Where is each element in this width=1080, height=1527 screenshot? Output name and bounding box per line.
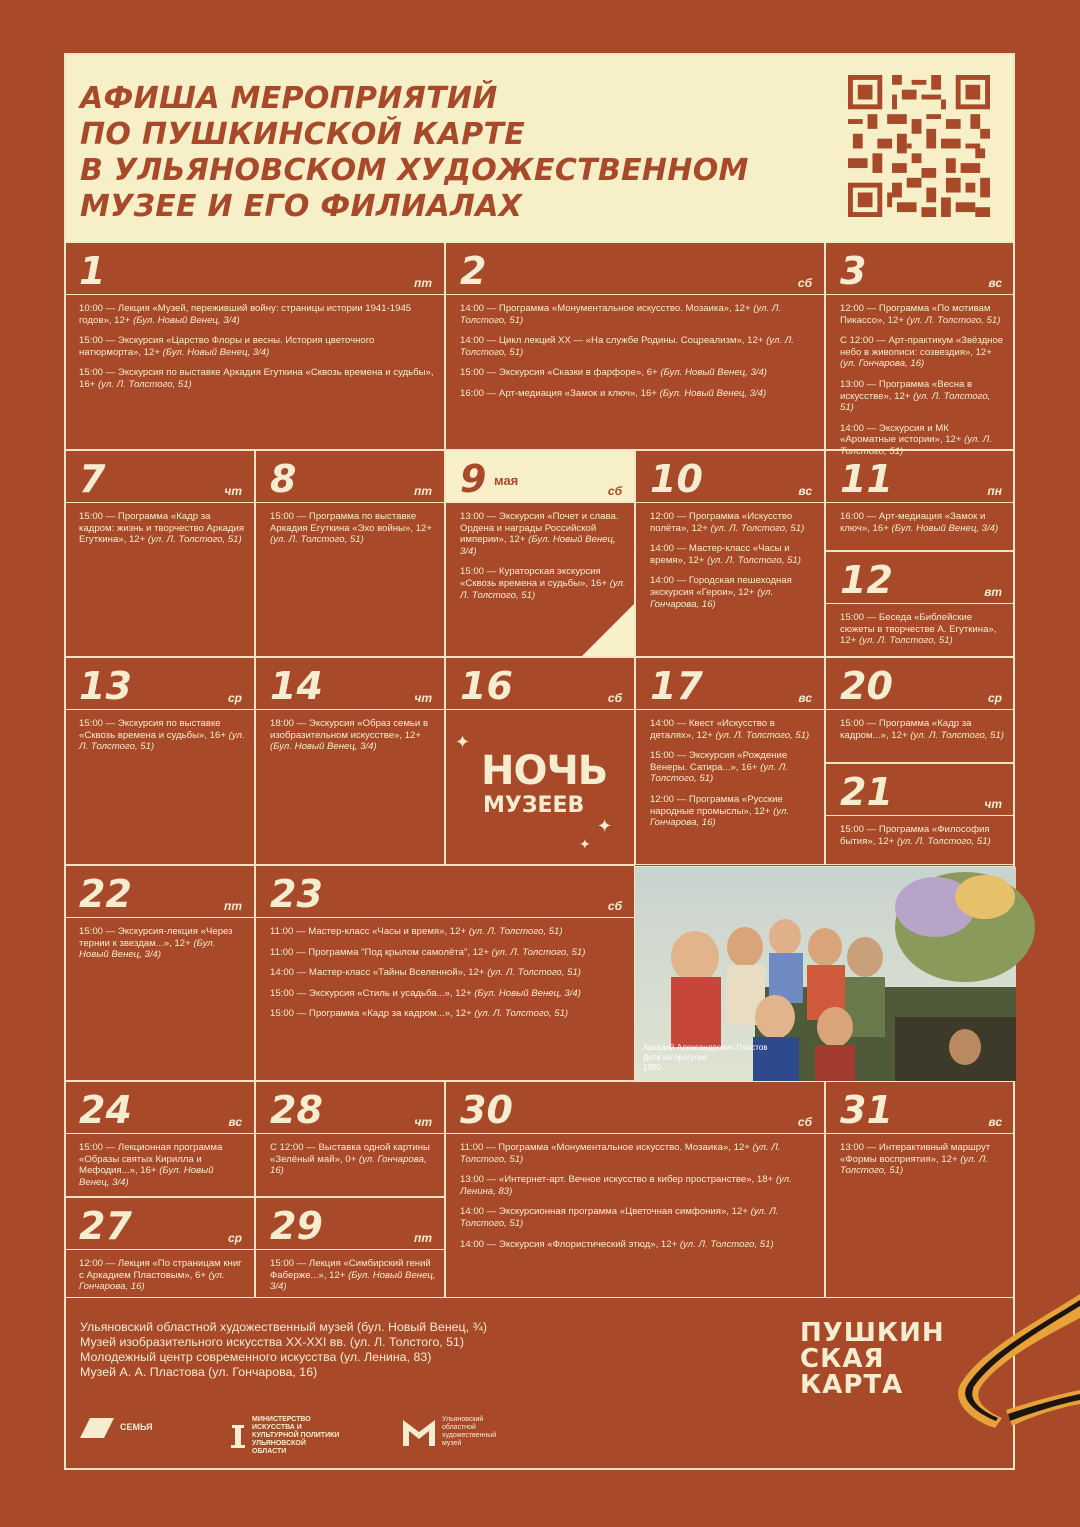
day-cell-30: [445, 1081, 825, 1298]
event-address: (ул. Гончарова, 16): [650, 805, 790, 829]
event-title: 14:00 — Мастер-класс «Часы и время», 12+: [650, 543, 790, 566]
sparkle-icon: ✦: [455, 732, 471, 752]
day-number: 24: [79, 1088, 132, 1132]
event-address: (Бул. Новый Венец, 3/4): [270, 1269, 436, 1293]
logo-line: СКАЯ: [800, 1344, 885, 1374]
day-of-week: вс: [988, 276, 1002, 290]
event-title: 15:00 — Экскурсия «Сказки в фарфоре», 6+: [460, 367, 658, 379]
logo-line: КАРТА: [800, 1370, 904, 1400]
event-title: 11:00 — Программа "Под крылом самолёта", 12+: [270, 946, 489, 958]
event-list: [79, 926, 246, 970]
day-cell-27: [64, 1197, 255, 1298]
event-item: [460, 1142, 816, 1165]
event-item: [270, 511, 436, 546]
event-address: (ул. Л. Толстого, 51): [707, 554, 801, 566]
event-item: [460, 335, 816, 358]
event-title: 16:00 — Арт-медиация «Замок и ключ», 16+: [840, 511, 986, 534]
event-address: (ул. Л. Толстого, 51): [460, 577, 626, 601]
event-address: (ул. Л. Толстого, 51): [460, 1142, 781, 1165]
corner-decoration: [582, 604, 634, 656]
address-item: Молодежный центр современного искусства (ул. Ленина, 83): [80, 1350, 432, 1364]
event-item: [79, 718, 246, 753]
event-item: [840, 1142, 1006, 1177]
address-list: [80, 1320, 487, 1380]
event-title: 12:00 — Программа «Искусство полёта», 12+: [650, 511, 793, 534]
day-header: [446, 243, 824, 295]
day-number: 17: [650, 664, 703, 708]
event-title: 15:00 — Лекция «Симбирский гений Фаберже...», 12+: [270, 1258, 431, 1281]
st-george-ribbon: [940, 1290, 1080, 1430]
day-number: 2: [460, 249, 487, 293]
event-title: 14:00 — Городская пешеходная экскурсия «Герои», 12+: [650, 575, 792, 598]
event-item: [460, 1239, 816, 1251]
event-list: [270, 511, 436, 555]
event-title: 12:00 — Лекция «По страницам книг с Аркадием Пластовым», 6+: [79, 1258, 242, 1281]
event-address: (ул. Л. Толстого, 51): [270, 534, 364, 546]
day-cell-22: [64, 865, 255, 1081]
event-title: 14:00 — Квест «Искусство в деталях», 12+: [650, 718, 775, 741]
event-address: (ул. Л. Толстого, 51): [487, 967, 581, 979]
day-header: [446, 451, 634, 503]
day-header: [256, 1198, 444, 1250]
event-address: (Бул. Новый Венец, 3/4): [891, 522, 999, 534]
painting-year: 1950: [643, 1063, 661, 1072]
painting-name: Дети на прогулке: [643, 1053, 707, 1062]
day-number: 14: [270, 664, 323, 708]
day-number: 11: [840, 457, 893, 501]
day-number: 9: [460, 457, 487, 501]
event-item: [270, 988, 626, 1000]
day-header: [65, 243, 444, 295]
day-cell-24: [64, 1081, 255, 1197]
day-number: 29: [270, 1204, 323, 1248]
day-header: [826, 451, 1014, 503]
day-number: 1: [79, 249, 106, 293]
event-address: (ул. Л. Толстого, 51): [460, 335, 794, 358]
day-of-week: сб: [797, 1115, 812, 1129]
event-title: 14:00 — Экскурсия «Флористический этюд», 12+: [460, 1238, 678, 1250]
day-header: [446, 1082, 824, 1134]
day-cell-23: [255, 865, 635, 1081]
day-number: 13: [79, 664, 132, 708]
event-address: (ул. Л. Толстого, 51): [906, 314, 1001, 326]
day-header: [446, 658, 634, 710]
day-number: 22: [79, 872, 132, 916]
event-item: [650, 575, 816, 610]
day-of-week: вс: [228, 1115, 242, 1129]
event-address: (ул. Л. Толстого, 51): [474, 1008, 569, 1020]
event-title: 12:00 — Программа «По мотивам Пикассо», 12+: [840, 303, 991, 326]
day-number: 23: [270, 872, 323, 916]
day-of-week: сб: [607, 691, 622, 705]
logo-text: Ульяновский областной художественный музей: [442, 1416, 497, 1447]
day-of-week: сб: [797, 276, 812, 290]
event-item: [840, 511, 1006, 534]
day-number: 7: [79, 457, 106, 501]
event-item: [840, 379, 1006, 414]
day-of-week: сб: [607, 899, 622, 913]
event-title: 14:00 — Программа «Монументальное искусство. Мозаика», 12+: [460, 303, 751, 314]
day-cell-31: [825, 1081, 1015, 1298]
event-title: 15:00 — Лекционная программа «Образы святых Кирилла и Мефодия...», 16+: [79, 1142, 223, 1177]
day-cell-21: [825, 763, 1015, 865]
event-item: [79, 335, 436, 358]
event-address: (ул. Л. Толстого, 51): [840, 1153, 989, 1177]
event-item: [79, 511, 246, 546]
event-item: [79, 367, 436, 390]
event-item: [460, 388, 816, 400]
address-item: Ульяновский областной художественный музей (бул. Новый Венец, ¾): [80, 1320, 487, 1334]
day-header: [256, 866, 634, 918]
event-item: [270, 1258, 436, 1293]
day-header: [65, 451, 254, 503]
event-address: (ул. Л. Толстого, 51): [910, 729, 1005, 741]
event-list: [79, 1258, 246, 1302]
day-of-week: пт: [414, 484, 432, 498]
event-item: [270, 718, 436, 753]
day-of-week: чт: [414, 691, 432, 705]
event-title: 15:00 — Кураторская экскурсия «Сквозь времена и судьбы», 16+: [460, 566, 607, 589]
day-number: 16: [460, 664, 513, 708]
event-address: (ул. Л. Толстого, 51): [715, 729, 810, 741]
event-item: [650, 718, 816, 741]
day-cell-10: [635, 450, 825, 657]
event-title: 13:00 — Экскурсия «Почет и слава. Ордена и награды Российской империи», 12+: [460, 511, 619, 546]
event-address: (Бул. Новый Венец, 3/4): [660, 367, 768, 379]
event-title: 15:00 — Экскурсия «Стиль и усадьба...», 12+: [270, 987, 472, 999]
event-title: 15:00 — Экскурсия по выставке «Сквозь времена и судьбы», 16+: [79, 718, 226, 741]
day-cell-17: [635, 657, 825, 865]
event-address: (Бул. Новый Венец, 3/4): [79, 937, 216, 961]
day-of-week: ср: [227, 691, 242, 705]
day-number: 28: [270, 1088, 323, 1132]
event-address: (ул. Л. Толстого, 51): [460, 1206, 779, 1229]
sparkle-icon: ✦: [597, 816, 613, 836]
day-cell-2: [445, 242, 825, 450]
museum-m-icon: [402, 1417, 436, 1447]
day-header: [826, 552, 1014, 604]
event-address: (ул. Л. Толстого, 51): [147, 534, 242, 546]
day-header: [826, 658, 1014, 710]
semya-logo: [80, 1416, 153, 1438]
day-cell-29: [255, 1197, 445, 1298]
day-number: 10: [650, 457, 703, 501]
event-address: (ул. Гончарова, 16): [79, 1269, 225, 1293]
event-title: 15:00 — Экскурсия «Рождение Венеры. Сатира...», 16+: [650, 750, 788, 773]
event-list: [840, 718, 1006, 750]
event-address: (ул. Л. Толстого, 51): [650, 761, 788, 785]
event-item: [650, 750, 816, 785]
painting-image: [634, 866, 1015, 1080]
title-line: МУЗЕЕ И ЕГО ФИЛИАЛАХ: [80, 189, 523, 224]
event-address: (ул. Л. Толстого, 51): [79, 729, 245, 753]
event-item: [79, 1142, 246, 1188]
day-number: 30: [460, 1088, 513, 1132]
event-title: 10:00 — Лекция «Музей, переживший войну: страницы истории 1941-1945 годов», 12+: [79, 303, 412, 326]
event-item: [840, 718, 1006, 741]
event-list: [650, 718, 816, 838]
event-list: [79, 1142, 246, 1197]
event-item: [270, 926, 626, 938]
day-header: [65, 866, 254, 918]
day-cell-1: [64, 242, 445, 450]
event-item: [650, 511, 816, 534]
event-list: [270, 718, 436, 762]
logo-line: НОЧЬ: [481, 748, 608, 794]
event-title: 15:00 — Беседа «Библейские сюжеты в творчестве А. Егуткина», 12+: [840, 612, 997, 647]
event-address: (ул. Л. Толстого, 51): [679, 1238, 774, 1250]
event-item: [460, 1206, 816, 1229]
event-address: (ул. Гончарова, 16): [270, 1153, 427, 1177]
day-of-week: вс: [798, 484, 812, 498]
address-item: Музей изобразительного искусства XX-XXI вв. (ул. Л. Толстого, 51): [80, 1335, 465, 1349]
event-list: [79, 718, 246, 762]
day-number: 20: [840, 664, 893, 708]
event-list: [460, 1142, 816, 1259]
event-address: (ул. Л. Толстого, 51): [97, 378, 192, 390]
event-item: [840, 612, 1006, 647]
event-title: 15:00 — Экскурсия-лекция «Через тернии к звездам...», 12+: [79, 926, 233, 949]
day-header: [256, 1082, 444, 1134]
event-title: 14:00 — Цикл лекций XX — «На службе Родины. Соцреализм», 12+: [460, 335, 764, 347]
event-list: [840, 511, 1006, 543]
event-address: (ул. Гончарова, 16): [650, 586, 774, 610]
event-address: (ул. Л. Толстого, 51): [710, 522, 805, 534]
day-header: [826, 764, 1014, 816]
day-header: [256, 658, 444, 710]
event-list: [79, 303, 436, 400]
day-cell-7: [64, 450, 255, 657]
day-of-week: сб: [607, 484, 622, 498]
event-title: 14:00 — Экскурсионная программа «Цветочная симфония», 12+: [460, 1206, 748, 1218]
event-address: (ул. Ленина, 83): [460, 1174, 792, 1197]
event-address: (Бул. Новый Венец, 3/4): [659, 387, 767, 399]
event-title: 13:00 — «Интернет-арт. Вечное искусство в кибер пространстве», 18+: [460, 1174, 774, 1186]
event-address: (Бул. Новый Венец, 3/4): [460, 534, 616, 557]
day-month: мая: [494, 473, 519, 488]
event-list: [79, 511, 246, 555]
day-of-week: вт: [984, 585, 1002, 599]
event-title: 14:00 — Мастер-класс «Тайны Вселенной», 12+: [270, 967, 485, 979]
museum-logo: [402, 1416, 512, 1448]
logo-line: МУЗЕЕВ: [483, 793, 585, 818]
day-of-week: пт: [414, 1231, 432, 1245]
event-title: 18:00 — Экскурсия «Образ семьи в изобразительном искусстве», 12+: [270, 718, 429, 741]
day-number: 21: [840, 770, 893, 814]
day-header: [65, 1082, 254, 1134]
event-item: [460, 367, 816, 379]
day-number: 3: [840, 249, 867, 293]
event-list: [650, 511, 816, 619]
logo-line: ПУШКИН: [800, 1318, 945, 1348]
event-address: (ул. Л. Толстого, 51): [468, 926, 563, 937]
event-address: (ул. Л. Толстого, 51): [840, 390, 991, 414]
event-title: 12:00 — Программа «Русские народные промыслы», 12+: [650, 793, 783, 817]
event-title: 13:00 — Программа «Весна в искусстве», 12+: [840, 378, 973, 402]
day-header: [826, 1082, 1014, 1134]
event-list: [840, 303, 1006, 467]
day-header: [256, 451, 444, 503]
day-of-week: пн: [987, 484, 1002, 498]
day-number: 12: [840, 558, 893, 602]
day-of-week: чт: [224, 484, 242, 498]
day-cell-13: [64, 657, 255, 865]
day-header: [65, 658, 254, 710]
event-list: [460, 511, 626, 610]
day-of-week: ср: [987, 691, 1002, 705]
event-list: [270, 1258, 436, 1302]
title-line: В УЛЬЯНОВСКОМ ХУДОЖЕСТВЕННОМ: [80, 153, 749, 188]
event-title: 15:00 — Программа «Кадр за кадром...», 12+: [840, 718, 972, 741]
event-address: (Бул. Новый Венец, 3/4): [162, 346, 270, 358]
event-title: 16:00 — Арт-медиация «Замок и ключ», 16+: [460, 387, 657, 399]
day-number: 31: [840, 1088, 893, 1132]
address-item: Музей А. А. Пластова (ул. Гончарова, 16): [80, 1365, 318, 1379]
event-list: [840, 612, 1006, 656]
event-title: 15:00 — Программа «Кадр за кадром...», 12+: [270, 1008, 472, 1020]
event-item: [79, 1258, 246, 1293]
day-header: [65, 1198, 254, 1250]
event-address: (Бул. Новый Венец, 3/4): [270, 741, 377, 753]
event-item: [270, 947, 626, 959]
day-of-week: ср: [227, 1231, 242, 1245]
title-line: АФИША МЕРОПРИЯТИЙ: [80, 81, 498, 116]
day-number: 8: [270, 457, 297, 501]
event-item: [840, 335, 1006, 370]
event-title: 15:00 — Экскурсия по выставке Аркадия Егуткина «Сквозь времена и судьбы», 16+: [79, 367, 434, 390]
event-address: (ул. Л. Толстого, 51): [858, 635, 953, 647]
event-title: 11:00 — Мастер-класс «Часы и время», 12+: [270, 926, 467, 937]
sparkle-icon: ✦: [579, 836, 591, 852]
event-item: [840, 824, 1006, 847]
day-number: 27: [79, 1204, 132, 1248]
painting-caption: [643, 1043, 767, 1073]
event-item: [79, 303, 436, 326]
event-title: 13:00 — Интерактивный маршрут «Формы восприятия», 12+: [840, 1142, 991, 1165]
event-title: 15:00 — Программа по выставке Аркадия Егуткина «Эхо войны», 12+: [270, 511, 432, 534]
night-of-museums-logo: [445, 709, 634, 864]
footer: [64, 1298, 1015, 1470]
event-title: 14:00 — Экскурсия и МК «Ароматные истории», 12+: [840, 422, 962, 446]
day-of-week: чт: [414, 1115, 432, 1129]
event-address: (Бул. Новый Венец, 3/4): [474, 987, 581, 999]
event-list: [270, 1142, 436, 1186]
day-header: [636, 451, 824, 503]
event-title: 15:00 — Программа «Кадр за кадром: жизнь и творчество Аркадия Егуткина», 12+: [79, 511, 245, 546]
day-of-week: пт: [414, 276, 432, 290]
event-item: [460, 566, 626, 601]
event-item: [650, 543, 816, 566]
event-address: (ул. Гончарова, 16): [840, 358, 925, 370]
partner-logos: [80, 1416, 680, 1456]
day-cell-8: [255, 450, 445, 657]
pushkin-card-logo: [800, 1320, 945, 1398]
event-item: [270, 1008, 626, 1020]
logo-text: СЕМЬЯ: [120, 1422, 153, 1432]
event-list: [840, 824, 1006, 856]
event-item: [840, 303, 1006, 326]
day-of-week: вс: [798, 691, 812, 705]
day-cell-9: [445, 450, 635, 657]
day-cell-3: [825, 242, 1015, 457]
event-title: 15:00 — Экскурсия «Царство Флоры и весны. История цветочного натюрморта», 12+: [79, 335, 375, 358]
title-line: ПО ПУШКИНСКОЙ КАРТЕ: [80, 117, 526, 152]
painting-author: Аркадий Александрович Пластов: [643, 1043, 768, 1052]
day-cell-11: [825, 450, 1015, 551]
event-address: (Бул. Новый Венец, 3/4): [79, 1165, 214, 1188]
ministry-logo: [230, 1416, 340, 1456]
event-address: (Бул. Новый Венец, 3/4): [133, 314, 240, 326]
event-title: 11:00 — Программа «Монументальное искусство. Мозаика», 12+: [460, 1142, 750, 1153]
event-title: С 12:00 — Арт-практикум «Звёздное небо в живописи: созвездия», 12+: [840, 335, 1004, 358]
logo-text: МИНИСТЕРСТВО ИСКУССТВА И КУЛЬТУРНОЙ ПОЛИТИКИ УЛЬЯНОВСКОЙ ОБЛАСТИ: [252, 1416, 340, 1455]
day-of-week: чт: [984, 797, 1002, 811]
event-item: [460, 511, 626, 557]
event-item: [460, 303, 816, 326]
event-list: [270, 926, 626, 1029]
event-list: [460, 303, 816, 409]
day-cell-28: [255, 1081, 445, 1197]
event-list: [840, 1142, 1006, 1186]
day-header: [826, 243, 1014, 295]
event-address: (ул. Л. Толстого, 51): [491, 946, 586, 958]
day-cell-12: [825, 551, 1015, 657]
day-of-week: вс: [988, 1115, 1002, 1129]
flag-icon: [80, 1416, 114, 1438]
event-item: [270, 1142, 436, 1177]
event-address: (ул. Л. Толстого, 51): [896, 835, 991, 847]
day-header: [636, 658, 824, 710]
event-item: [460, 1174, 816, 1197]
event-item: [270, 967, 626, 979]
event-title: 15:00 — Программа «Философия бытия», 12+: [840, 824, 990, 847]
day-cell-20: [825, 657, 1015, 763]
event-item: [650, 794, 816, 829]
day-of-week: пт: [224, 899, 242, 913]
column-icon: [230, 1423, 246, 1449]
day-cell-14: [255, 657, 445, 865]
event-title: С 12:00 — Выставка одной картины «Зелёный май», 0+: [270, 1142, 430, 1165]
event-item: [79, 926, 246, 961]
event-address: (ул. Л. Толстого, 51): [840, 434, 993, 457]
event-address: (ул. Л. Толстого, 51): [460, 303, 782, 326]
